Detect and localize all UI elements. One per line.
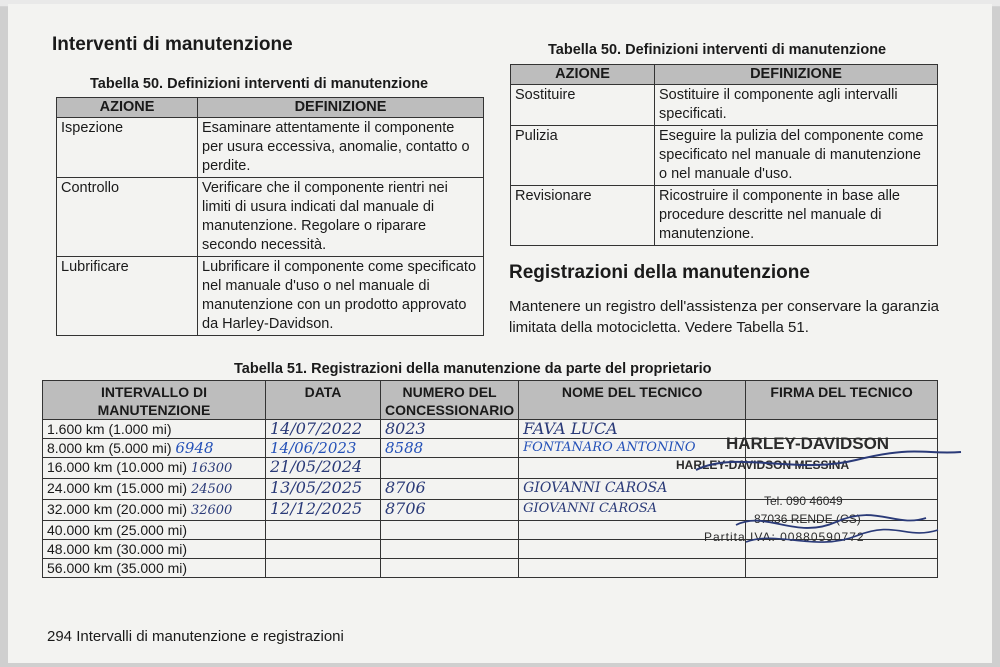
table-row	[57, 118, 484, 178]
table50-left	[56, 97, 484, 336]
interval-cell: 8.000 km (5.000 mi)	[47, 440, 172, 456]
interval-cell: 32.000 km (20.000 mi)	[47, 501, 188, 517]
table-row	[43, 559, 938, 578]
action-cell: Lubrificare	[57, 257, 198, 336]
dealer-handwriting: 8588	[381, 439, 519, 458]
interval-cell: 56.000 km (35.000 mi)	[43, 559, 266, 578]
table-row	[511, 186, 938, 246]
table51-caption: Tabella 51. Registrazioni della manutenzione da parte del proprietario	[234, 361, 712, 377]
definition-cell: Esaminare attentamente il componente per usura eccessiva, anomalie, contatto o perdite.	[198, 118, 484, 178]
dealer-handwriting: 8023	[381, 420, 519, 439]
section-heading: Registrazioni della manutenzione	[509, 262, 810, 283]
table-row	[57, 178, 484, 257]
header-azione: AZIONE	[511, 65, 655, 85]
stamp-line: Tel. 090 46049	[764, 494, 843, 508]
tech-name-handwriting: GIOVANNI CAROSA	[519, 479, 746, 500]
date-handwriting: 21/05/2024	[266, 458, 381, 479]
header-numero-concessionario: NUMERO DEL CONCESSIONARIO	[381, 381, 519, 420]
header-nome-tecnico: NOME DEL TECNICO	[519, 381, 746, 420]
action-cell: Controllo	[57, 178, 198, 257]
interval-cell: 40.000 km (25.000 mi)	[43, 521, 266, 540]
odometer-handwriting: 16300	[190, 461, 233, 476]
definition-cell: Lubrificare il componente come specificato nel manuale d'uso o nel manuale di manutenzione con un prodotto approvato da Harley-Davidson.	[198, 257, 484, 336]
header-definizione: DEFINIZIONE	[198, 98, 484, 118]
date-handwriting: 12/12/2025	[266, 500, 381, 521]
odometer-handwriting: 6948	[175, 439, 214, 457]
definition-cell: Eseguire la pulizia del componente come specificato nel manuale di manutenzione o nel manuale d'uso.	[655, 126, 938, 186]
page-footer: 294 Intervalli di manutenzione e registrazioni	[47, 628, 344, 645]
action-cell: Ispezione	[57, 118, 198, 178]
page-heading: Interventi di manutenzione	[52, 34, 293, 55]
date-handwriting: 13/05/2025	[266, 479, 381, 500]
table-row	[511, 85, 938, 126]
date-handwriting: 14/06/2023	[266, 439, 381, 458]
tech-name-handwriting: GIOVANNI CAROSA	[519, 500, 746, 521]
action-cell: Revisionare	[511, 186, 655, 246]
stamp-line: Partita IVA: 00880590772	[704, 530, 865, 544]
header-firma-tecnico: FIRMA DEL TECNICO	[746, 381, 938, 420]
interval-cell: 1.600 km (1.000 mi)	[47, 421, 172, 437]
action-cell: Pulizia	[511, 126, 655, 186]
action-cell: Sostituire	[511, 85, 655, 126]
header-intervallo: INTERVALLO DI MANUTENZIONE	[43, 381, 266, 420]
table50-right	[510, 64, 938, 246]
tech-name-handwriting: FONTANARO ANTONINO	[519, 439, 746, 458]
stamp-line: 87036 RENDE (CS)	[754, 512, 861, 526]
header-azione: AZIONE	[57, 98, 198, 118]
stamp-line: HARLEY-DAVIDSON MESSINA	[676, 458, 850, 472]
definition-cell: Verificare che il componente rientri nei limiti di usura indicati dal manuale di manutenzione. Regolare o riparare secondo necessità.	[198, 178, 484, 257]
interval-cell: 48.000 km (30.000 mi)	[43, 540, 266, 559]
interval-cell: 24.000 km (15.000 mi)	[47, 480, 188, 496]
tech-name-handwriting: FAVA LUCA	[519, 420, 746, 439]
table-row	[511, 126, 938, 186]
signature-scribbles	[676, 430, 966, 560]
table50-right-caption: Tabella 50. Definizioni interventi di manutenzione	[548, 42, 887, 58]
stamp-line: HARLEY-DAVIDSON	[726, 434, 890, 453]
date-handwriting: 14/07/2022	[266, 420, 381, 439]
header-data: DATA	[266, 381, 381, 420]
definition-cell: Sostituire il componente agli intervalli specificati.	[655, 85, 938, 126]
section-paragraph: Mantenere un registro dell'assistenza per conservare la garanzia limitata della motocicletta. Vedere Tabella 51.	[509, 298, 939, 336]
dealer-handwriting	[381, 458, 519, 479]
table50-left-caption: Tabella 50. Definizioni interventi di manutenzione	[90, 76, 429, 92]
interval-cell: 16.000 km (10.000 mi)	[47, 459, 188, 475]
odometer-handwriting: 24500	[190, 482, 233, 497]
definition-cell: Ricostruire il componente in base alle procedure descritte nel manuale di manutenzione.	[655, 186, 938, 246]
odometer-handwriting: 32600	[190, 503, 233, 518]
dealer-handwriting: 8706	[381, 479, 519, 500]
dealer-handwriting: 8706	[381, 500, 519, 521]
table-row	[57, 257, 484, 336]
header-definizione: DEFINIZIONE	[655, 65, 938, 85]
